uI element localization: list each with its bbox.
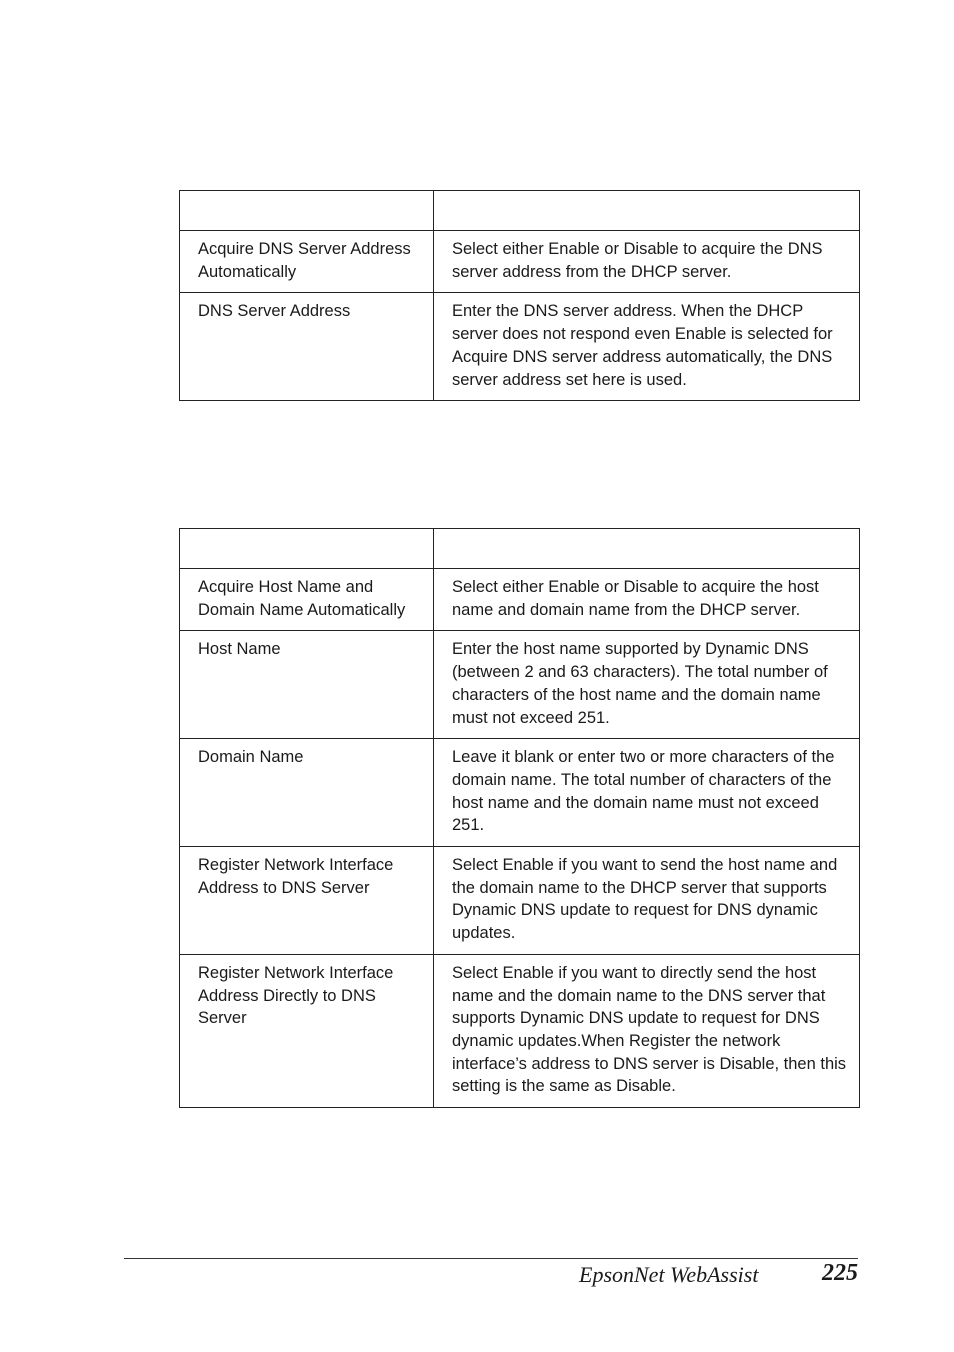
- setting-description: Select either Enable or Disable to acquire the DNS server address from the DHCP server.: [434, 231, 860, 293]
- setting-description: Enter the DNS server address. When the DHCP server does not respond even Enable is selected for Acquire DNS server address automatically, the DNS server address set here is used.: [434, 293, 860, 401]
- setting-description: Select either Enable or Disable to acquire the host name and domain name from the DHCP server.: [434, 569, 860, 631]
- ddns-settings-table: [179, 528, 860, 1108]
- table-row: [180, 954, 860, 1107]
- page-number: 225: [822, 1260, 858, 1286]
- setting-name: Acquire Host Name and Domain Name Automatically: [180, 569, 434, 631]
- setting-description: Enter the host name supported by Dynamic DNS (between 2 and 63 characters). The total number of characters of the host name and the domain name must not exceed 251.: [434, 631, 860, 739]
- setting-name: Domain Name: [180, 739, 434, 847]
- table-row: [180, 631, 860, 739]
- table-row: [180, 569, 860, 631]
- header-cell-setting: [180, 529, 434, 569]
- setting-name: Register Network Interface Address Directly to DNS Server: [180, 954, 434, 1107]
- setting-description: Select Enable if you want to directly send the host name and the domain name to the DNS server that supports Dynamic DNS update to request for DNS dynamic updates.When Register the network interface’s address to DNS server is Disable, then this setting is the same as Disable.: [434, 954, 860, 1107]
- setting-description: Select Enable if you want to send the host name and the domain name to the DHCP server that supports Dynamic DNS update to request for DNS dynamic updates.: [434, 847, 860, 955]
- header-cell-description: [434, 191, 860, 231]
- setting-name: Register Network Interface Address to DNS Server: [180, 847, 434, 955]
- table-header-row: [180, 529, 860, 569]
- footer-title: EpsonNet WebAssist: [579, 1262, 759, 1287]
- header-cell-description: [434, 529, 860, 569]
- header-cell-setting: [180, 191, 434, 231]
- table-row: [180, 231, 860, 293]
- table-row: [180, 739, 860, 847]
- setting-description: Leave it blank or enter two or more characters of the domain name. The total number of characters of the host name and the domain name must not exceed 251.: [434, 739, 860, 847]
- footer-divider: [124, 1258, 858, 1259]
- setting-name: Host Name: [180, 631, 434, 739]
- setting-name: DNS Server Address: [180, 293, 434, 401]
- table-row: [180, 847, 860, 955]
- table-header-row: [180, 191, 860, 231]
- dns-settings-table: [179, 190, 860, 401]
- table-row: [180, 293, 860, 401]
- setting-name: Acquire DNS Server Address Automatically: [180, 231, 434, 293]
